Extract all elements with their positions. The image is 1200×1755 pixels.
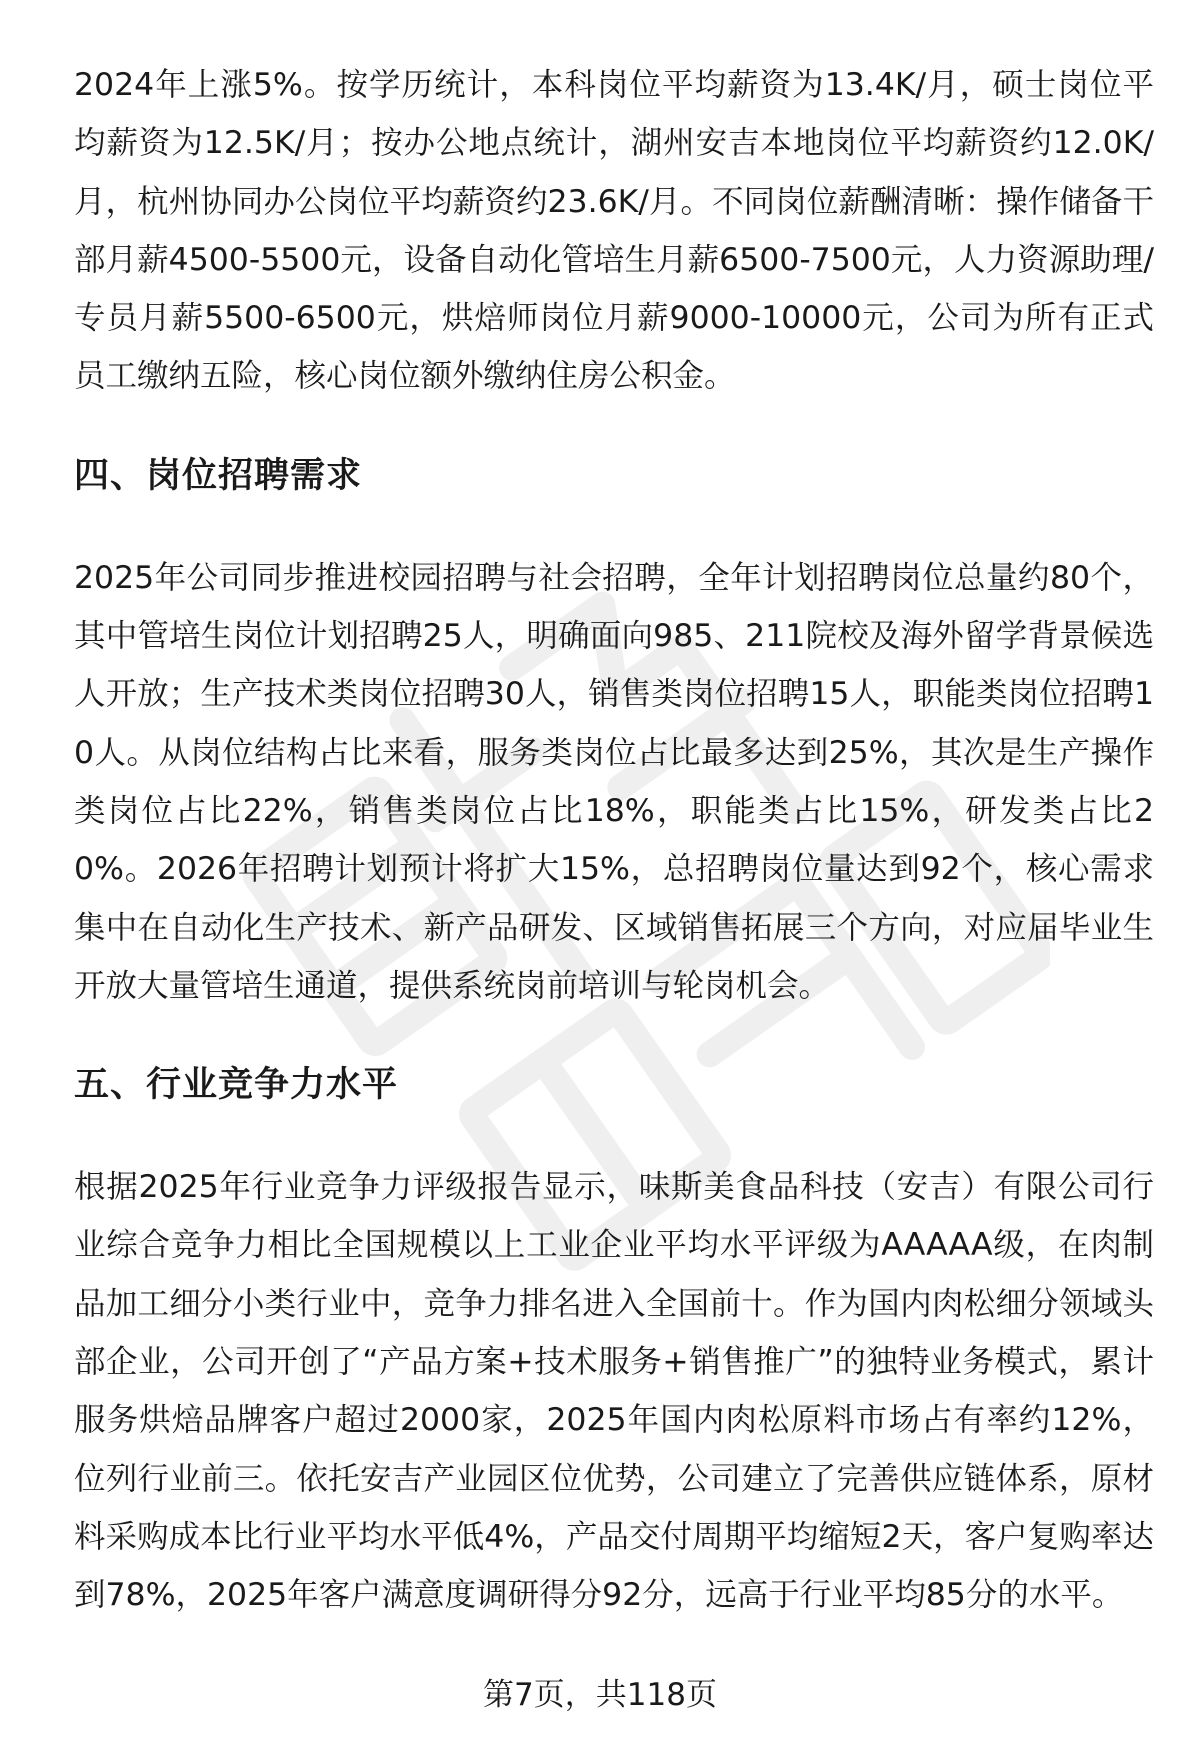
section-heading-competitiveness: 五、行业竞争力水平 [74, 1065, 399, 1106]
document-body [74, 56, 1154, 1625]
section-heading-recruitment: 四、岗位招聘需求 [74, 455, 363, 496]
paragraph-recruitment: 2025年公司同步推进校园招聘与社会招聘，全年计划招聘岗位总量约80个，其中管培生岗位计划招聘25人，明确面向985、211院校及海外留学背景候选人开放；生产技术类岗位招聘30人，销售类岗位招聘15人，职能类岗位招聘10人。从岗位结构占比来看，服务类岗位占比最多达到25%，其次是生产操作类岗位占比22%，销售类岗位占比18%，职能类占比15%，研发类占比20%。2026年招聘计划预计将扩大15%，总招聘岗位量达到92个，核心需求集中在自动化生产技术、新产品研发、区域销售拓展三个方向，对应届毕业生开放大量管培生通道，提供系统岗前培训与轮岗机会。 [74, 559, 1154, 1004]
paragraph-salary: 2024年上涨5%。按学历统计，本科岗位平均薪资为13.4K/月，硕士岗位平均薪资为12.5K/月；按办公地点统计，湖州安吉本地岗位平均薪资约12.0K/月，杭州协同办公岗位平均薪资约23.6K/月。不同岗位薪酬清晰：操作储备干部月薪4500-5500元，设备自动化管培生月薪6500-7500元，人力资源助理/专员月薪5500-6500元，烘焙师岗位月薪9000-10000元，公司为所有正式员工缴纳五险，核心岗位额外缴纳住房公积金。 [74, 67, 1154, 395]
page-number-footer: 第7页，共118页 [483, 1677, 717, 1713]
paragraph-competitiveness: 根据2025年行业竞争力评级报告显示，味斯美食品科技（安吉）有限公司行业综合竞争力相比全国规模以上工业企业平均水平评级为AAAAA级，在肉制品加工细分小类行业中，竞争力排名进入全国前十。作为国内肉松细分领域头部企业，公司开创了“产品方案+技术服务+销售推广”的独特业务模式，累计服务烘焙品牌客户超过2000家，2025年国内肉松原料市场占有率约12%，位列行业前三。依托安吉产业园区位优势，公司建立了完善供应链体系，原材料采购成本比行业平均水平低4%，产品交付周期平均缩短2天，客户复购率达到78%，2025年客户满意度调研得分92分，远高于行业平均85分的水平。 [74, 1169, 1154, 1614]
